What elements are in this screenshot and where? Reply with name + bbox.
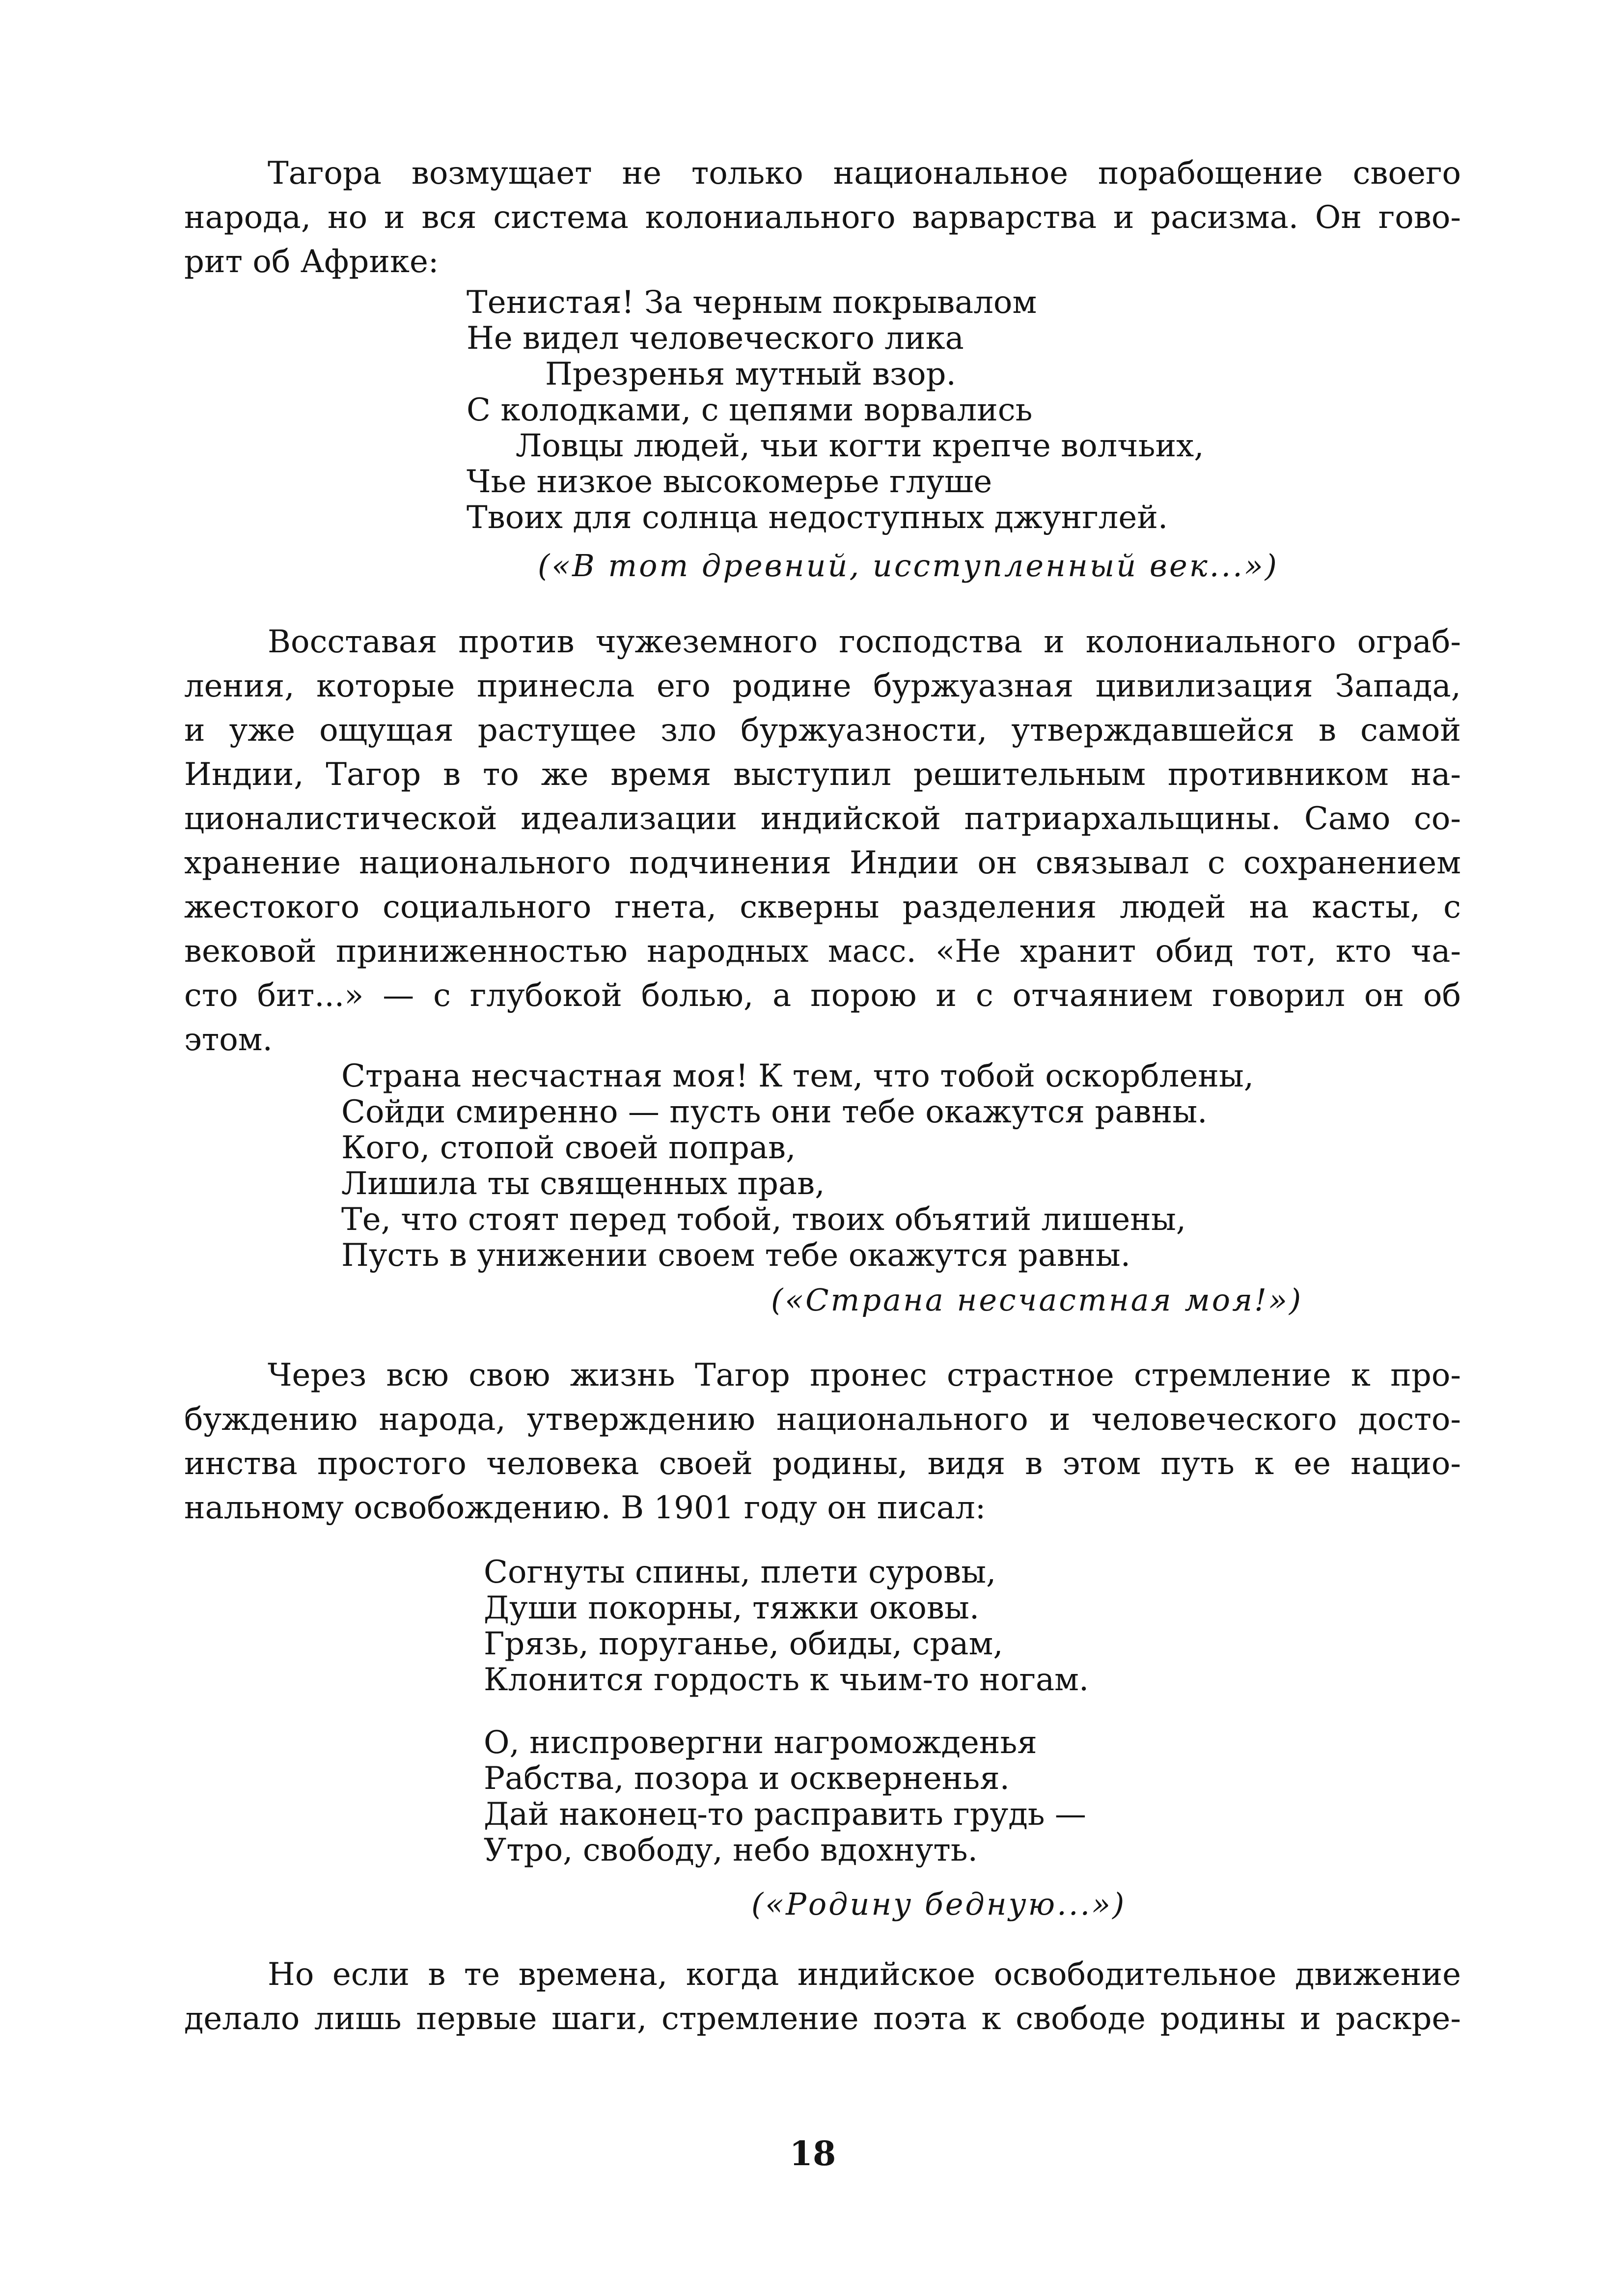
text-line: этом. [184,1022,273,1058]
text-line: делало лишь первые шаги, стремление поэта к свободе родины и раскре- [184,2001,1461,2037]
verse-line: Те, что стоят перед тобой, твоих объятий лишены, [341,1201,1186,1238]
verse-2-source: («Страна несчастная моя!») [771,1282,1303,1318]
verse-line: Души покорны, тяжки оковы. [484,1590,980,1626]
text-line: хранение национального подчинения Индии он связывал с сохранением [184,845,1461,881]
text-line: Через всю свою жизнь Тагор пронес страстное стремление к про- [268,1357,1461,1394]
text-line: сто бит...» — с глубокой болью, а порою и с отчаянием говорил он об [184,977,1461,1014]
text-line: инства простого человека своей родины, видя в этом путь к ее нацио- [184,1446,1461,1482]
paragraph-3 [184,1353,1461,1530]
paragraph-1 [184,151,1461,284]
text-line: вековой приниженностью народных масс. «Не хранит обид тот, кто ча- [184,933,1461,970]
page-number: 18 [789,2134,836,2174]
verse-line: Твоих для солнца недоступных джунглей. [467,500,1168,536]
verse-line: Сойди смиренно — пусть они тебе окажутся равны. [341,1094,1208,1130]
verse-line: Грязь, поруганье, обиды, срам, [484,1626,1003,1662]
verse-3-source: («Родину бедную...») [751,1886,1127,1922]
text-line: рит об Африке: [184,244,439,280]
stanza-gap [484,1698,1089,1725]
paragraph-4 [184,1952,1461,2041]
verse-line: Чье низкое высокомерье глуше [467,464,992,500]
text-line: ционалистической идеализации индийской патриархальщины. Само со- [184,801,1461,837]
verse-line: Пусть в унижении своем тебе окажутся равны. [341,1237,1131,1274]
text-line: Тагора возмущает не только национальное порабощение своего [268,155,1461,192]
verse-line: Лишила ты священных прав, [341,1166,825,1202]
verse-line: Ловцы людей, чьи когти крепче волчьих, [516,428,1204,464]
text-line: Но если в те времена, когда индийское освободительное движение [268,1956,1461,1993]
text-line: нальному освобождению. В 1901 году он писал: [184,1490,986,1526]
verse-1-source: («В тот древний, исступленный век...») [538,548,1279,584]
verse-3 [484,1555,1089,1868]
verse-line: Клонится гордость к чьим-то ногам. [484,1662,1089,1698]
verse-1 [467,285,1204,536]
verse-line: Тенистая! За черным покрывалом [467,284,1037,321]
text-line: буждению народа, утверждению национального и человеческого досто- [184,1401,1461,1438]
verse-line: Страна несчастная моя! К тем, что тобой оскорблены, [341,1058,1254,1094]
verse-2 [341,1059,1254,1274]
verse-line: Не видел человеческого лика [467,320,964,357]
paragraph-2 [184,620,1461,1062]
verse-line: С колодками, с цепями ворвались [467,392,1033,428]
text-line: ления, которые принесла его родине буржуазная цивилизация Запада, [184,668,1461,704]
text-line: народа, но и вся система колониального варварства и расизма. Он гово- [184,199,1461,236]
text-line: и уже ощущая растущее зло буржуазности, утверждавшейся в самой [184,712,1461,749]
verse-line: Утро, свободу, небо вдохнуть. [484,1832,978,1868]
text-line: Восставая против чужеземного господства и колониального ограб- [268,624,1461,660]
verse-line: Рабства, позора и оскверненья. [484,1760,1010,1797]
verse-line: Согнуты спины, плети суровы, [484,1554,996,1590]
text-line: жестокого социального гнета, скверны разделения людей на касты, с [184,889,1461,925]
text-line: Индии, Тагор в то же время выступил решительным противником на- [184,756,1461,793]
verse-line: О, ниспровергни нагроможденья [484,1725,1037,1761]
verse-line: Кого, стопой своей поправ, [341,1130,796,1166]
verse-line: Дай наконец-то расправить грудь — [484,1796,1086,1833]
verse-line: Презренья мутный взор. [545,356,956,392]
